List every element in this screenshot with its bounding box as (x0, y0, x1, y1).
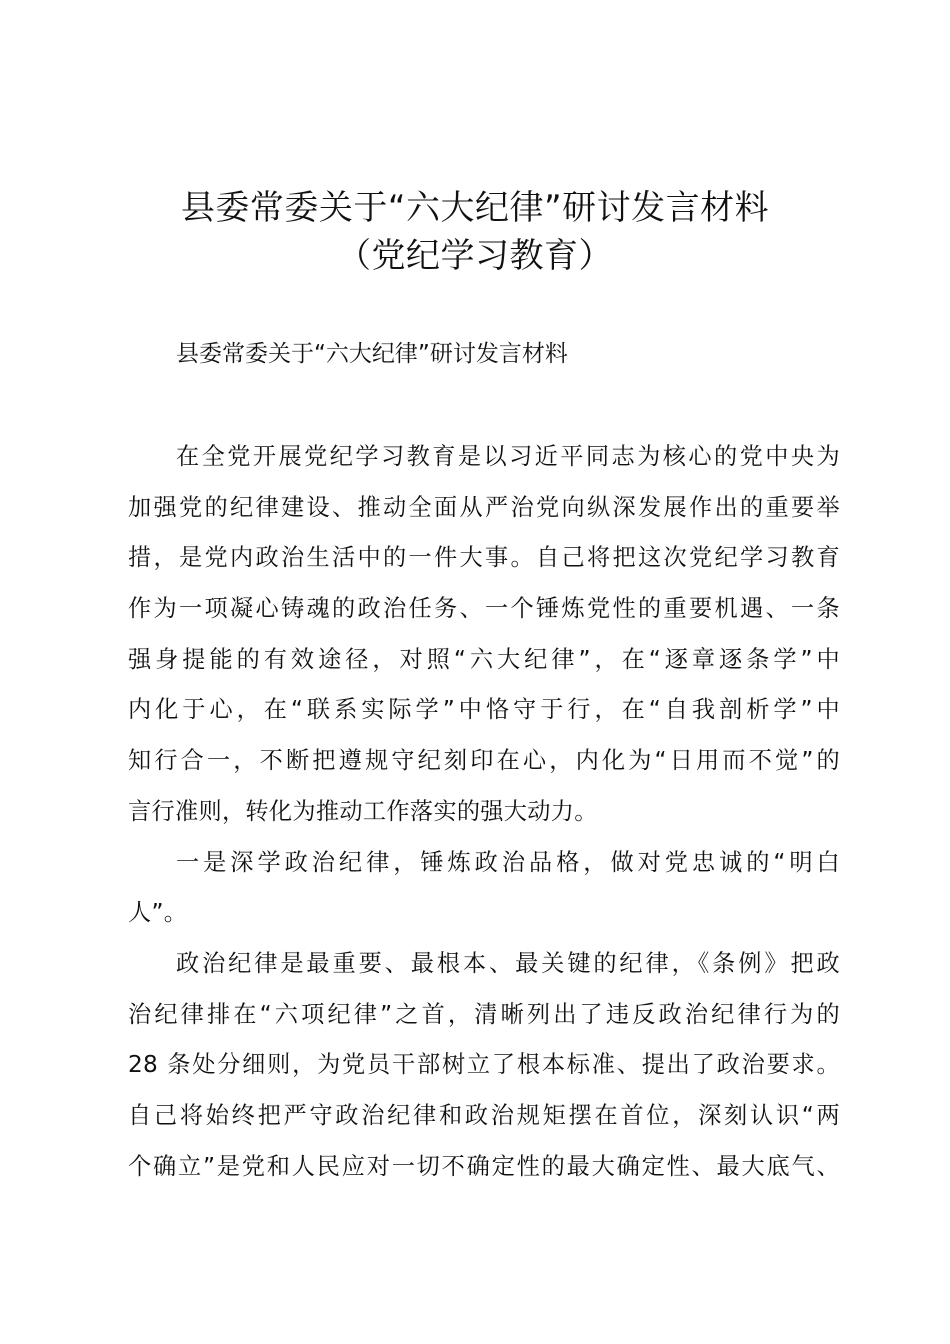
body-line: 人”。 (128, 899, 188, 927)
document-title-line-1: 县委常委关于“六大纪律”研讨发言材料 (180, 188, 770, 228)
body-line: 28 条处分细则，为党员干部树立了根本标准、提出了政治要求。 (128, 1051, 840, 1079)
body-line: 知行合一，不断把遵规守纪刻印在心，内化为“日用而不觉”的 (128, 747, 840, 775)
body-line: 言行准则，转化为推动工作落实的强大动力。 (128, 797, 598, 825)
body-line: 治纪律排在“六项纪律”之首，清晰列出了违反政治纪律行为的 (128, 1000, 840, 1028)
body-line: 内化于心，在“联系实际学”中恪守于行，在“自我剖析学”中 (128, 696, 840, 724)
body-line: 措，是党内政治生活中的一件大事。自己将把这次党纪学习教育 (128, 544, 840, 572)
body-line: 自己将始终把严守政治纪律和政治规矩摆在首位，深刻认识“两 (128, 1101, 840, 1129)
body-line: 加强党的纪律建设、推动全面从严治党向纵深发展作出的重要举 (128, 493, 840, 521)
body-line: 作为一项凝心铸魂的政治任务、一个锤炼党性的重要机遇、一条 (128, 595, 840, 623)
body-line: 一是深学政治纪律，锤炼政治品格，做对党忠诚的“明白 (176, 848, 840, 876)
document-subtitle: 县委常委关于“六大纪律”研讨发言材料 (176, 341, 568, 367)
document-title-line-2: （党纪学习教育） (337, 236, 613, 276)
body-line: 强身提能的有效途径，对照“六大纪律”，在“逐章逐条学”中 (128, 645, 840, 673)
body-line: 个确立”是党和人民应对一切不确定性的最大确定性、最大底气、 (128, 1152, 840, 1180)
body-line: 在全党开展党纪学习教育是以习近平同志为核心的党中央为 (176, 443, 840, 470)
document-body (128, 432, 840, 1192)
body-line: 政治纪律是最重要、最根本、最关键的纪律，《条例》把政 (176, 949, 840, 977)
